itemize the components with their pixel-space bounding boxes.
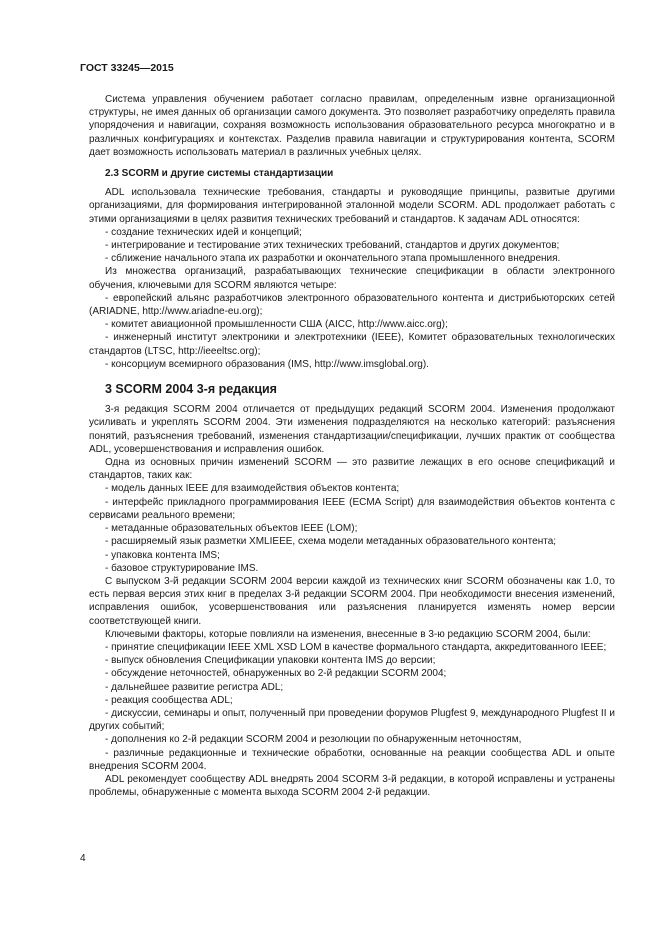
list-item: - европейский альянс разработчиков электронного образовательного контента и дистрибьюторских сетей (ARIADNE, http://www.ariadne-eu.org);: [89, 292, 615, 318]
intro-paragraph: Система управления обучением работает согласно правилам, определенным извне организационной структуры, не имея данных об организации самого документа. Это позволяет разработчику определять правила упорядочения и навигации, сохраняя возможность использования образовательного ресурса многократно и в различных конфигурациях и контекстах. Разделив правила навигации и структурирования контента, SCORM дает возможность использовать материал в различных учебных целях.: [89, 94, 615, 158]
list-item: - дальнейшее развитие регистра ADL;: [105, 681, 284, 693]
list-item: - комитет авиационной промышленности США (AICC, http://www.aicc.org);: [105, 319, 448, 331]
list-item: - создание технических идей и концепций;: [105, 226, 302, 238]
standard-id-header: ГОСТ 33245—2015: [80, 62, 174, 74]
list-item: - консорциум всемирного образования (IMS, http://www.imsglobal.org).: [105, 358, 429, 370]
list-item: - интерфейс прикладного программирования IEEE (ECMA Script) для взаимодействия объектов контента с сервисами реального времени;: [89, 496, 615, 521]
section-2-3-heading: 2.3 SCORM и другие системы стандартизации: [105, 168, 334, 180]
section-2-3-paragraph: ADL использовала технические требования, стандарты и руководящие принципы, развитые другими организациями, для формирования интегрированной эталонной модели SCORM. ADL продолжает работать с этими организациями в целях развития технических требований и стандартов. К задачам ADL относятся:: [89, 187, 615, 225]
list-item: - модель данных IEEE для взаимодействия объектов контента;: [105, 483, 400, 495]
section-2-3-paragraph: Из множества организаций, разрабатывающих технические спецификации в области электронного обучения, ключевыми для SCORM являются четыре:: [89, 266, 615, 291]
list-item: - упаковка контента IMS;: [105, 549, 220, 561]
section-3-paragraph: ADL рекомендует сообществу ADL внедрять 2004 SCORM 3-й редакции, в которой исправлены и устранены проблемы, обнаруженные с момента выхода SCORM 2004 2-й редакции.: [89, 773, 615, 799]
list-item: - выпуск обновления Спецификации упаковки контента IMS до версии;: [105, 655, 436, 667]
section-3-paragraph: С выпуском 3-й редакции SCORM 2004 версии каждой из технических книг SCORM обозначены как 1.0, то есть первая версия этих книг в пределах 3-й редакции SCORM 2004. При необходимости внесения изменений, исправления ошибок, усовершенствования или разъяснения планируется изменять номер версии соответствующей книги.: [89, 575, 615, 627]
document-body: [89, 93, 615, 799]
list-item: - сближение начального этапа их разработки и окончательного этапа промышленного внедрения.: [105, 253, 561, 265]
section-3-heading: 3 SCORM 2004 3-я редакция: [105, 382, 277, 397]
list-item: - различные редакционные и технические обработки, основанные на реакции сообщества ADL и опыте внедрения SCORM 2004.: [89, 747, 615, 772]
list-item: - дополнения ко 2-й редакции SCORM 2004 и резолюции по обнаруженным неточностям,: [105, 734, 522, 746]
section-3-paragraph: Одна из основных причин изменений SCORM — это развитие лежащих в его основе спецификаций и стандартов, таких как:: [89, 457, 615, 482]
page-number: 4: [80, 853, 86, 864]
list-item: - дискуссии, семинары и опыт, полученный при проведении форумов Plugfest 9, международного Plugfest II и других событий;: [89, 707, 615, 733]
list-item: - реакция сообщества ADL;: [105, 694, 233, 706]
list-item: - обсуждение неточностей, обнаруженных во 2-й редакции SCORM 2004;: [105, 668, 447, 680]
list-item: - метаданные образовательных объектов IEEE (LOM);: [105, 523, 358, 535]
list-item: - принятие спецификации IEEE XML XSD LOM в качестве формального стандарта, аккредитованного IEEE;: [105, 641, 607, 653]
list-item: - инженерный институт электроники и электротехники (IEEE), Комитет образовательных технологических стандартов (LTSC, http://ieeeltsc.org);: [89, 332, 615, 357]
section-3-paragraph: Ключевыми факторы, которые повлияли на изменения, внесенные в 3-ю редакцию SCORM 2004, были:: [105, 628, 591, 640]
section-3-paragraph: 3-я редакция SCORM 2004 отличается от предыдущих редакций SCORM 2004. Изменения продолжают усиливать и укреплять SCORM 2004. Эти изменения подразделяются на несколько категорий: разъяснения понятий, разъяснения требований, изменения стандартизации/спецификации, лучших практик от сообщества ADL, усовершенствования и исправления ошибок.: [89, 404, 615, 455]
list-item: - расширяемый язык разметки XMLIEEE, схема модели метаданных образовательного контента;: [105, 536, 557, 548]
list-item: - базовое структурирование IMS.: [105, 562, 259, 574]
list-item: - интегрирование и тестирование этих технических требований, стандартов и других документов;: [105, 240, 560, 252]
